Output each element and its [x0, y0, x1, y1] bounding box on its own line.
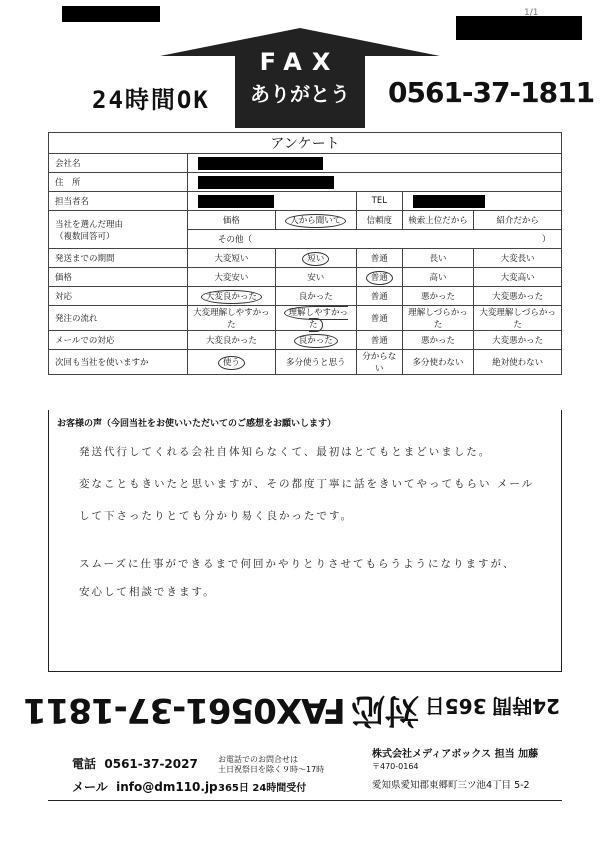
- voice-line: スムーズに仕事ができるまで何回かやりとりさせてもらうようになりますが、: [79, 558, 516, 570]
- fax-label: FAX: [259, 48, 341, 76]
- rating-option: 長い: [402, 249, 473, 268]
- rating-row: [49, 306, 562, 331]
- rating-option: 大変安い: [188, 268, 276, 287]
- person-label: 担当者名: [49, 192, 188, 211]
- rating-option: 悪かった: [402, 331, 473, 350]
- rating-option: 良かった: [275, 331, 356, 350]
- rating-option: 大変長い: [474, 249, 562, 268]
- rating-question: 発送までの期間: [49, 249, 188, 268]
- rating-question: 対応: [49, 287, 188, 306]
- address-value: [188, 173, 562, 192]
- rating-row: [49, 331, 562, 350]
- rating-row: [49, 287, 562, 306]
- reason-label: 当社を選んだ理由 （複数回答可）: [49, 211, 188, 249]
- rating-option: 悪かった: [402, 287, 473, 306]
- reason-referral: 人から聞いて: [275, 211, 356, 230]
- person-value: [188, 192, 357, 211]
- rating-option: 短い: [275, 249, 356, 268]
- rating-option: 大変高い: [474, 268, 562, 287]
- tel-label: TEL: [356, 192, 402, 211]
- customer-voice-heading: お客様の声（今回当社をお使いいただいてのご感想をお願いします）: [57, 419, 337, 429]
- reason-introduction: 紹介だから: [474, 211, 562, 230]
- rating-option: 大変短い: [188, 249, 276, 268]
- redaction-top-left: [62, 6, 160, 22]
- rating-option: 大変良かった: [188, 331, 276, 350]
- rating-option: 普通: [356, 268, 402, 287]
- footer-zip: 〒470-0164: [372, 762, 419, 771]
- header-24h: 24時間OK: [92, 86, 210, 114]
- rating-row: [49, 350, 562, 375]
- voice-line: 安心して相談できます。: [79, 586, 216, 598]
- rating-option: 理解しやすかった: [275, 306, 356, 331]
- footer-company: 株式会社メディアボックス 担当 加藤: [372, 749, 539, 760]
- customer-voice-box: [48, 410, 562, 672]
- rating-row: [49, 268, 562, 287]
- rating-option: 大変悪かった: [474, 287, 562, 306]
- address-label: 住 所: [49, 173, 188, 192]
- rating-row: [49, 249, 562, 268]
- rating-option: 絶対使わない: [474, 350, 562, 375]
- survey-title: アンケート: [49, 133, 562, 154]
- header-phone: 0561-37-1811: [388, 76, 595, 109]
- big-fax-number: FAX0561-37-1811: [24, 690, 346, 730]
- footer-phone-note: お電話でのお問合せは 土日祝祭日を除く９時〜17時: [218, 755, 325, 774]
- company-value: [188, 154, 562, 173]
- reason-search: 検索上位だから: [402, 211, 473, 230]
- rating-question: メールでの対応: [49, 331, 188, 350]
- voice-line: して下さったりとても分かり易く良かったです。: [79, 510, 354, 522]
- rating-option: 多分使うと思う: [275, 350, 356, 375]
- rating-option: 大変悪かった: [474, 331, 562, 350]
- voice-line: 発送代行してくれる会社自体知らなくて、最初はとてもとまどいました。: [79, 446, 492, 458]
- rating-option: 普通: [356, 331, 402, 350]
- rating-option: 普通: [356, 306, 402, 331]
- reason-price: 価格: [188, 211, 276, 230]
- rating-option: 使う: [188, 350, 276, 375]
- rating-option: 高い: [402, 268, 473, 287]
- voice-line: 変なこともきいたと思いますが、その都度丁寧に話をきいてやってもらい メール: [79, 478, 535, 490]
- rating-option: 大変理解しづらかった: [474, 306, 562, 331]
- rating-option: 普通: [356, 249, 402, 268]
- rating-question: 価格: [49, 268, 188, 287]
- rating-option: 多分使わない: [402, 350, 473, 375]
- big-taiou: 対応: [351, 690, 420, 730]
- reason-trust: 信頼度: [356, 211, 402, 230]
- big-24h: 24時間: [492, 694, 560, 718]
- redaction-top-right: [456, 16, 582, 40]
- rating-option: 大変理解しやすかった: [188, 306, 276, 331]
- survey-table: [48, 132, 562, 375]
- thanks-label: ありがとう: [250, 82, 350, 106]
- page-mark: 1/1: [524, 8, 539, 18]
- footer-fax-note: 365日 24時間受付: [218, 783, 307, 794]
- rating-option: 理解しづらかった: [402, 306, 473, 331]
- rating-option: 分からない: [356, 350, 402, 375]
- rating-option: 良かった: [275, 287, 356, 306]
- rating-option: 普通: [356, 287, 402, 306]
- rating-question: 発注の流れ: [49, 306, 188, 331]
- footer-mail: メール info@dm110.jp: [72, 780, 218, 794]
- footer-tel: 電話 0561-37-2027: [72, 757, 198, 771]
- tel-value: [402, 192, 561, 211]
- rating-option: 安い: [275, 268, 356, 287]
- big-365: 365日: [424, 694, 487, 718]
- rating-question: 次回も当社を使いますか: [49, 350, 188, 375]
- reason-other: その他（ ）: [188, 230, 562, 249]
- footer-rule: [48, 800, 562, 801]
- big-fax-banner: [24, 688, 560, 738]
- company-label: 会社名: [49, 154, 188, 173]
- rating-option: 大変良かった: [188, 287, 276, 306]
- footer-address: 愛知県愛知郡東郷町三ツ池4丁目 5-2: [372, 780, 530, 791]
